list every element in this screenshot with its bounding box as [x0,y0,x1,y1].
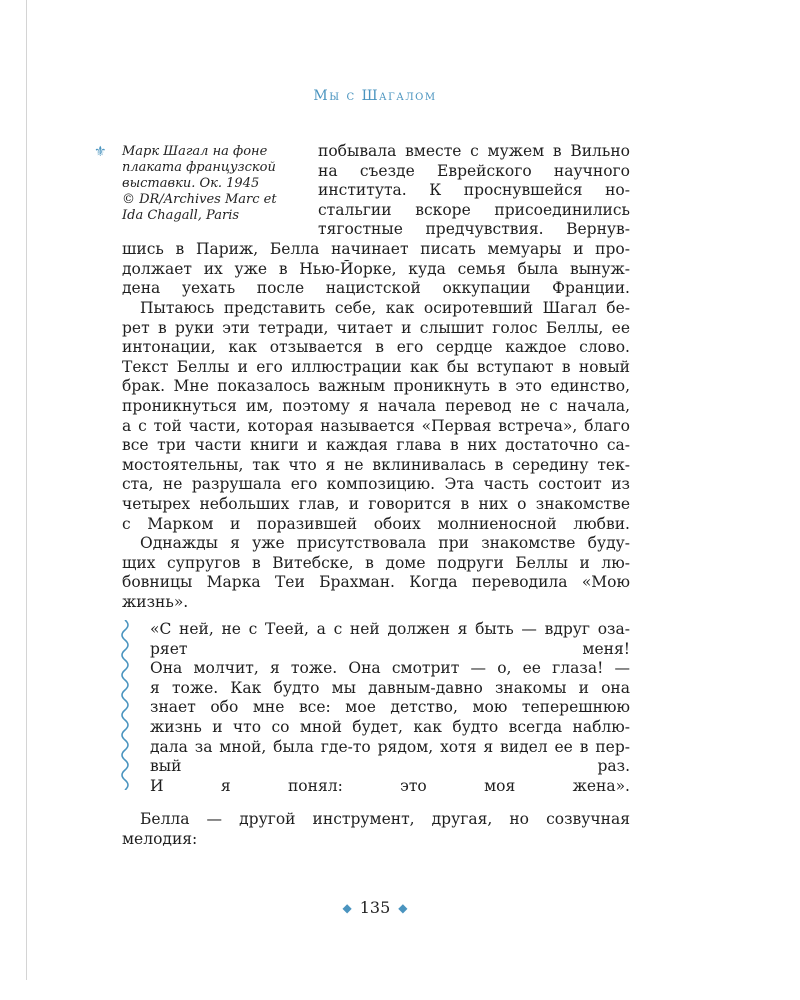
paragraph-1-wide [122,240,630,299]
paragraph-2 [122,299,630,534]
text-line: на съезде Еврейского научного [318,161,630,180]
text-line: щих супругов в Витебске, в доме подруги Беллы и лю- [122,553,630,572]
quote-line: И я понял: это моя жена». [150,776,630,795]
text-line: мелодия: [122,829,198,848]
text-line: проникнуться им, поэтому я начала перевод не с начала, [122,396,630,415]
diamond-icon: ◆ [398,901,408,915]
text-line: побывала вместе с мужем в Вильно [318,142,630,160]
page-number: 135 [359,898,391,917]
caption-line: Марк Шагал на фоне [122,144,268,159]
text-line: рет в руки эти тетради, читает и слышит голос Беллы, ее [122,318,630,337]
page-footer [0,898,750,917]
text-line: шись в Париж, Белла начинает писать мемуары и про- [122,240,630,258]
text-line: с Марком и поразившей обоих молниеносной любви. [122,514,630,533]
text-line: должает их уже в Нью-Йорке, куда семья была вынуж- [122,259,630,278]
text-line: бовницы Марка Теи Брахман. Когда переводила «Мою [122,573,630,592]
photo-caption [94,144,300,224]
caption-line: Ida Chagall, Paris [122,208,240,223]
paragraph-4 [122,810,630,849]
caption-line: выставки. Ок. 1945 [122,176,260,191]
text-line: ста, не разрушала его композицию. Эта часть состоит из [122,475,630,494]
text-line: мостоятельны, так что я не вклинивалась в середину тек- [122,455,630,474]
quote-line: дала за мной, была где-то рядом, хотя я видел ее в пер- [150,737,630,756]
caption-line: плаката французской [122,160,276,175]
quote-line: знает обо мне все: мое детство, мою теперешнюю [150,698,630,717]
text-line: дена уехать после нацистской оккупации Франции. [122,279,630,298]
text-line: жизнь». [122,592,189,611]
text-line: Пытаюсь представить себе, как осиротевший Шагал бе- [140,299,630,317]
text-line: брак. Мне показалось важным проникнуть в это единство, [122,377,630,396]
text-line: института. К проснувшейся но- [318,181,630,200]
quote-wavy-rule [118,620,132,790]
quote-line: «С ней, не с Теей, а с ней должен я быть — вдруг оза- [150,620,630,638]
text-line: Белла — другой инструмент, другая, но созвучная [140,810,630,828]
paragraph-1-narrow [318,142,630,240]
quote-line: Она молчит, я тоже. Она смотрит — о, ее глаза! — [150,659,630,678]
caption-line: © DR/Archives Marc et [122,192,277,207]
fleuron-icon: ⚜ [94,144,107,160]
page-gutter-line [26,0,27,980]
quote-line: жизнь и что со мной будет, как будто всегда наблю- [150,717,630,736]
diamond-icon: ◆ [342,901,352,915]
text-line: тягостные предчувствия. Вернув- [318,220,630,239]
text-line: Однажды я уже присутствовала при знакомстве буду- [140,534,630,552]
text-line: Текст Беллы и его иллюстрации как бы вступают в новый [122,357,630,376]
quote-line: вый раз. [150,757,630,776]
text-line: четырех небольших глав, и говорится в них о знакомстве [122,494,630,513]
block-quote [150,620,630,796]
quote-line: ряет меня! [150,639,630,658]
paragraph-3 [122,534,630,612]
running-head: Мы с Шагалом [313,88,437,104]
quote-line: я тоже. Как будто мы давным-давно знакомы и она [150,678,630,697]
text-line: интонации, как отзывается в его сердце каждое слово. [122,338,630,357]
text-line: стальгии вскоре присоединились [318,200,630,219]
text-line: все три части книги и каждая глава в них достаточно са- [122,436,630,455]
text-line: а с той части, которая называется «Первая встреча», благо [122,416,630,435]
